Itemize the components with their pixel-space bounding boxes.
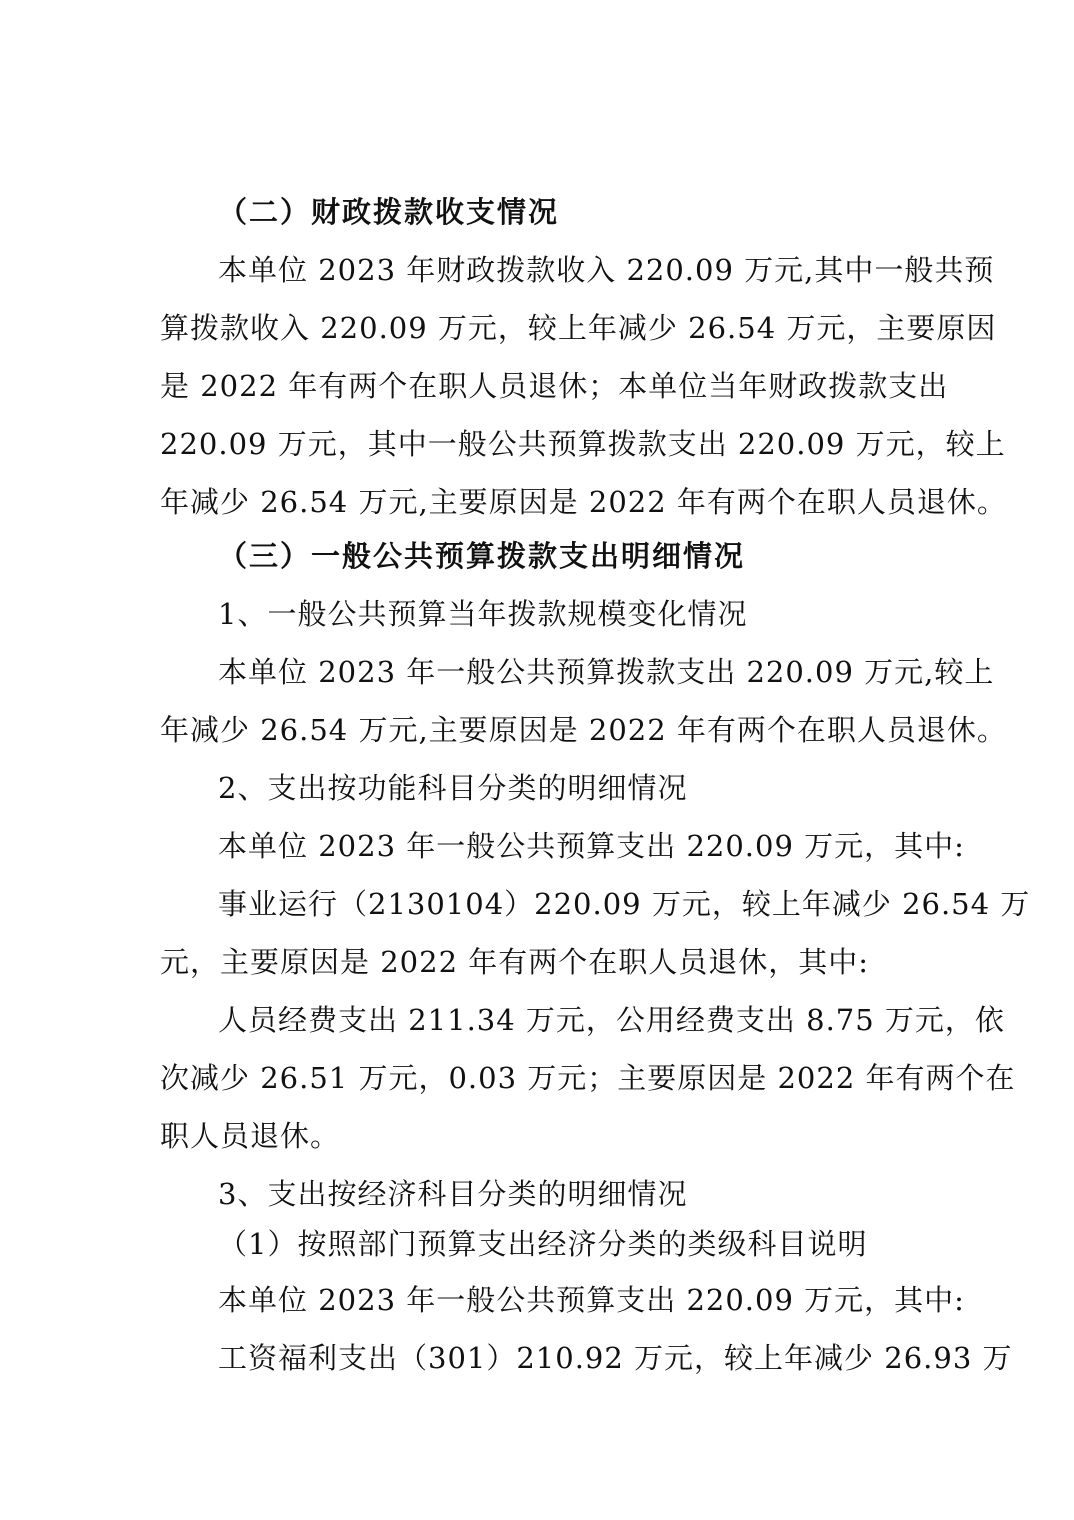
paragraph-line: 本单位 2023 年一般公共预算拨款支出 220.09 万元,较上 xyxy=(218,655,995,689)
sub-item-title: （1）按照部门预算支出经济分类的类级科目说明 xyxy=(218,1227,868,1261)
paragraph-line: 次减少 26.51 万元，0.03 万元；主要原因是 2022 年有两个在 xyxy=(160,1061,1016,1095)
item-title-3: 3、支出按经济科目分类的明细情况 xyxy=(218,1177,688,1211)
paragraph-line: 本单位 2023 年一般公共预算支出 220.09 万元，其中: xyxy=(218,829,965,863)
paragraph-line: 元，主要原因是 2022 年有两个在职人员退休，其中: xyxy=(160,945,870,979)
paragraph-line: 人员经费支出 211.34 万元，公用经费支出 8.75 万元，依 xyxy=(218,1003,1005,1037)
section-heading-general-budget-detail: （三）一般公共预算拨款支出明细情况 xyxy=(218,539,746,573)
paragraph-line: 算拨款收入 220.09 万元，较上年减少 26.54 万元，主要原因 xyxy=(160,311,997,345)
paragraph-line: 本单位 2023 年一般公共预算支出 220.09 万元，其中: xyxy=(218,1283,965,1317)
paragraph-line: 220.09 万元，其中一般公共预算拨款支出 220.09 万元，较上 xyxy=(160,427,1006,461)
paragraph-line: 工资福利支出（301）210.92 万元，较上年减少 26.93 万 xyxy=(218,1341,1013,1375)
section-heading-fiscal-appropriation: （二）财政拨款收支情况 xyxy=(218,195,560,229)
paragraph-line: 年减少 26.54 万元,主要原因是 2022 年有两个在职人员退休。 xyxy=(160,713,1007,747)
paragraph-line: 本单位 2023 年财政拨款收入 220.09 万元,其中一般共预 xyxy=(218,253,995,287)
paragraph-line: 职人员退休。 xyxy=(160,1119,341,1153)
paragraph-line: 是 2022 年有两个在职人员退休；本单位当年财政拨款支出 xyxy=(160,369,949,403)
item-title-2: 2、支出按功能科目分类的明细情况 xyxy=(218,771,688,805)
item-title-1: 1、一般公共预算当年拨款规模变化情况 xyxy=(218,597,748,631)
paragraph-line: 年减少 26.54 万元,主要原因是 2022 年有两个在职人员退休。 xyxy=(160,485,1007,519)
paragraph-line: 事业运行（2130104）220.09 万元，较上年减少 26.54 万 xyxy=(218,887,1031,921)
